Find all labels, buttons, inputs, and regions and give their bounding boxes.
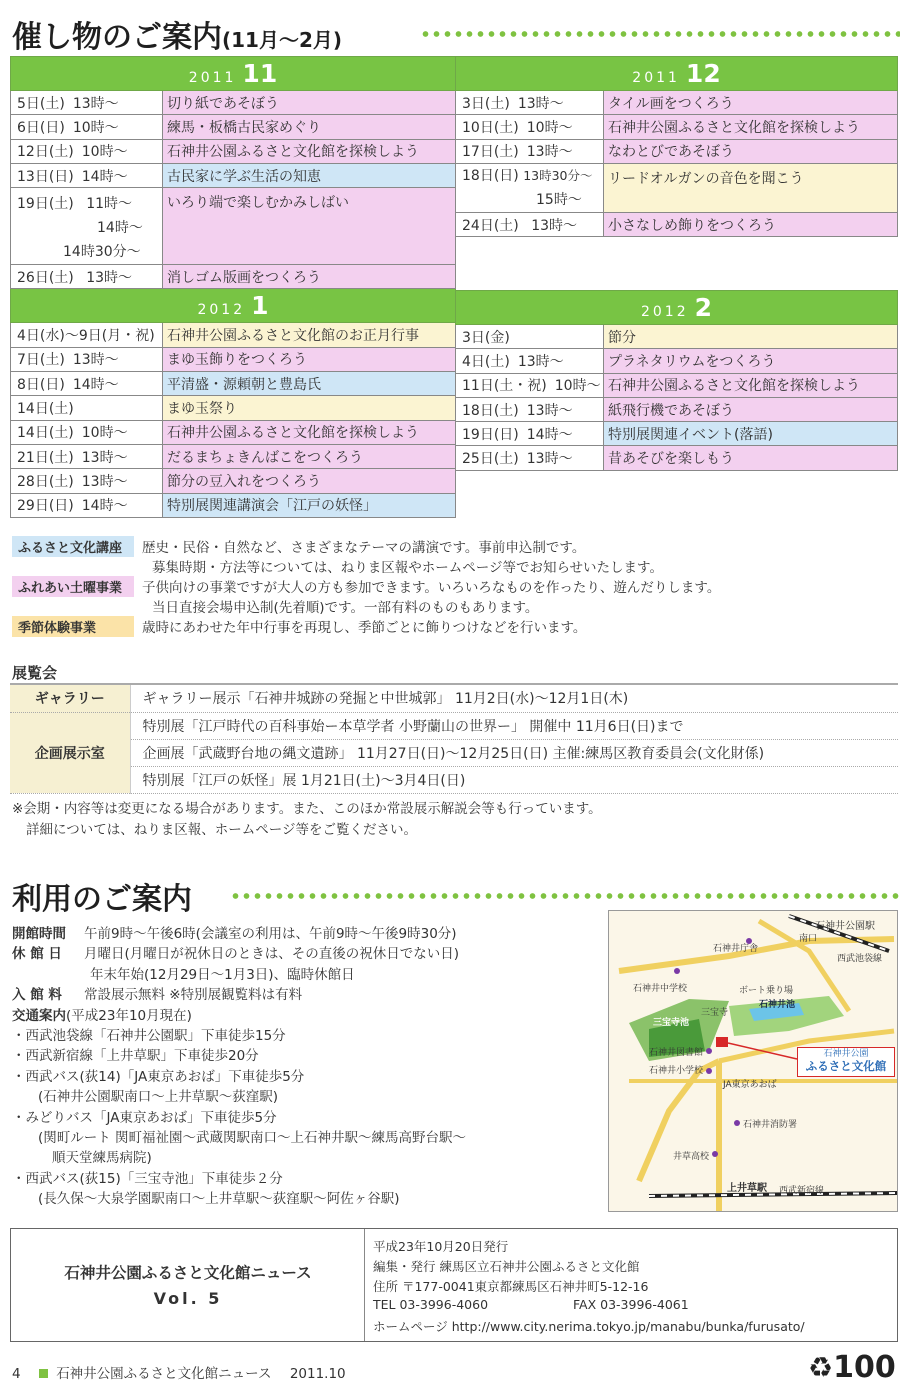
hours-text: 午前9時〜午後6時(会議室の利用は、午前9時〜午後9時30分) [84,926,457,942]
event-time: 14時〜 [81,168,128,185]
map-label: 石神井池 [759,1000,796,1010]
events-title [12,12,342,56]
event-time: 15時〜 [536,191,582,208]
event-date [456,139,604,163]
access-item: (石神井公園駅南口〜上井草駅〜荻窪駅) [38,1089,279,1106]
access-item: ・西武新宿線「上井草駅」下車徒歩20分 [12,1048,259,1065]
event-day: 19日(土) [17,196,74,213]
map-label: 石神井中学校 [633,984,688,994]
event-date [11,372,163,396]
publication-box [10,1228,898,1342]
event-date [456,422,604,446]
event-day: 17日(土) [462,144,519,161]
map-label: 石神井庁舎 [713,944,759,954]
event-title: なわとびであそぼう [604,139,898,163]
season-tag: 季節体験事業 [12,616,134,637]
closed-text: 月曜日(月曜日が祝休日のときは、その直後の祝休日でない日) [84,946,460,963]
map-label: 三宝寺 [701,1008,729,1018]
event-time: 14時〜 [97,220,143,237]
event-date [11,347,163,371]
event-day: 29日(日) [17,498,74,515]
event-date [456,373,604,397]
event-date [11,188,163,265]
address: 住所 〒177-0041東京都練馬区石神井町5-12-16 [373,1279,649,1294]
recycle-icon: ♻ [808,1351,834,1384]
fee-label: 入 館 料 [12,987,62,1004]
saturday-text: 当日直接会場申込制(先着順)です。一部有料のものもあります。 [152,600,539,616]
volume: Vol. 5 [153,1289,223,1308]
dotted-rule [420,30,900,38]
event-time: 13時〜 [526,144,573,161]
event-title: まゆ玉祭り [163,396,456,420]
calendar-right-feb [455,290,898,471]
event-day: 19日(日) [462,426,519,443]
access-map [608,910,898,1212]
event-row [11,323,456,347]
access-label: 交通案内 [12,1007,66,1024]
event-time: 10時〜 [81,425,128,442]
map-museum-big: ふるさと文化館 [805,1059,887,1073]
dotted-rule [230,892,900,900]
event-time: 13時30分〜 [523,167,593,183]
event-day: 8日(日) [17,376,65,393]
event-title: 紙飛行機であそぼう [604,397,898,421]
map-label: 石神井消防署 [743,1120,798,1130]
event-title: 節分の豆入れをつくろう [163,469,456,493]
event-date [11,139,163,163]
map-station: 石神井公園駅 [815,921,875,932]
event-date [11,91,163,115]
event-day: 6日(日) [17,119,65,136]
homepage-link[interactable]: ホームページ http://www.city.nerima.tokyo.jp/manabu/bunka/furusato/ [373,1319,805,1334]
event-title: 小さなしめ飾りをつくろう [604,212,898,236]
event-title: プラネタリウムをつくろう [604,349,898,373]
event-row [11,139,456,163]
event-row [456,163,898,212]
month-header-nov [11,57,456,91]
map-station: 上井草駅 [727,1183,767,1194]
event-day: 21日(土) [17,449,74,466]
access-date: (平成23年10月現在) [66,1007,192,1024]
event-date [11,444,163,468]
event-row [11,372,456,396]
footer-date: 2011.10 [289,1366,346,1382]
event-time: 13時〜 [517,353,564,370]
event-row [11,115,456,139]
event-date [456,349,604,373]
event-day: 18日(土) [462,402,519,419]
access-item: (関町ルート 関町福祉園〜武蔵関駅南口〜上石神井駅〜練馬高野台駅〜 [38,1130,467,1147]
map-label: 井草高校 [673,1152,710,1162]
event-day: 4日(水)〜9日(月・祝) [17,328,155,345]
event-date [456,212,604,236]
event-time: 10時〜 [554,378,601,395]
event-title: だるまちょきんばこをつくろう [163,444,456,468]
event-title: 練馬・板橋古民家めぐり [163,115,456,139]
event-title: 消しゴム版画をつくろう [163,265,456,289]
event-date [11,469,163,493]
map-label: 西武新宿線 [779,1186,825,1196]
exhibitions-heading: 展覧会 [12,664,58,682]
legend-saturday [12,576,720,597]
event-title: タイル画をつくろう [604,91,898,115]
event-title: 節分 [604,325,898,349]
event-day: 12日(土) [17,144,74,161]
event-row [11,91,456,115]
event-title: リードオルガンの音色を聞こう [604,163,898,212]
saturday-tag: ふれあい土曜事業 [12,576,134,597]
event-title: 特別展関連講演会「江戸の妖怪」 [163,493,456,517]
event-title: 平清盛・源頼朝と豊島氏 [163,372,456,396]
lecture-tag: ふるさと文化講座 [12,536,134,557]
event-row [456,446,898,470]
year-label: 2012 [640,304,689,320]
event-day: 18日(日) [462,167,519,184]
gallery-text: ギャラリー展示「石神井城跡の発掘と中世城郭」 11月2日(水)〜12月1日(木) [130,685,898,712]
event-date [11,115,163,139]
access-item: ・西武バス(荻14)「JA東京あおば」下車徒歩5分 [12,1068,305,1085]
event-title: 石神井公園ふるさと文化館を探検しよう [604,115,898,139]
calendar-right-dec [455,56,898,237]
issue-date: 平成23年10月20日発行 [373,1239,509,1254]
event-title: 石神井公園ふるさと文化館を探検しよう [604,373,898,397]
month-header-dec [456,57,898,91]
events-title-text: 催し物のご案内 [12,20,222,55]
event-time: 14時〜 [81,498,128,515]
event-row [11,469,456,493]
event-row [456,212,898,236]
event-row [11,163,456,187]
event-time: 13時〜 [86,269,133,286]
usage-title-text: 利用のご案内 [12,882,192,917]
event-day: 24日(土) [462,217,519,234]
event-time: 10時〜 [526,119,573,136]
telephone: TEL 03-3996-4060 [373,1297,489,1312]
event-row [456,422,898,446]
season-text: 歳時にあわせた年中行事を再現し、季節ごとに飾りつけなどを行います。 [142,620,587,636]
gallery-label: ギャラリー [10,685,130,712]
event-time: 10時〜 [72,119,119,136]
events-period: (11月〜2月) [222,28,343,52]
event-row [11,420,456,444]
event-time: 13時〜 [81,473,128,490]
lecture-text: 募集時期・方法等については、ねりま区報やホームページ等でお知らせいたします。 [152,560,663,576]
map-label: 西武池袋線 [837,954,883,964]
event-title: 石神井公園ふるさと文化館を探検しよう [163,139,456,163]
event-title: まゆ玉飾りをつくろう [163,347,456,371]
month-header-jan [11,289,456,323]
event-day: 3日(金) [462,329,510,346]
event-day: 26日(土) [17,269,74,286]
month-label: 12 [685,59,721,88]
event-title: 切り紙であそぼう [163,91,456,115]
access-item: ・西武池袋線「石神井公園駅」下車徒歩15分 [12,1028,286,1045]
event-row [456,91,898,115]
event-time: 10時〜 [81,144,128,161]
fax: FAX 03-3996-4061 [573,1297,689,1312]
event-date [456,325,604,349]
page-number: 4 [12,1366,21,1382]
event-time: 13時〜 [526,402,573,419]
year-label: 2011 [188,70,237,86]
event-time: 13時〜 [517,95,564,112]
footer-news-title: 石神井公園ふるさと文化館ニュース [56,1366,272,1382]
usage-info [12,924,602,1210]
saturday-text: 子供向けの事業ですが大人の方も参加できます。いろいろなものを作ったり、遊んだりします。 [142,580,721,596]
event-row [456,373,898,397]
event-day: 10日(土) [462,119,519,136]
access-item: ・西武バス(荻15)「三宝寺池」下車徒歩２分 [12,1170,283,1187]
month-label: 2 [694,293,713,322]
event-day: 11日(土・祝) [462,378,547,395]
event-row [11,347,456,371]
event-date [456,446,604,470]
year-label: 2011 [632,70,680,86]
usage-title [12,874,192,918]
event-time: 14時30分〜 [63,244,141,261]
event-date [456,91,604,115]
page-footer [12,1362,346,1382]
month-label: 11 [242,59,278,88]
event-row [456,397,898,421]
calendar-left [10,56,456,518]
event-date [11,323,163,347]
event-row [11,493,456,517]
legend-lecture [12,536,585,557]
event-row [456,349,898,373]
planning-text: 特別展「江戸の妖怪」展 1月21日(土)〜3月4日(日) [130,766,898,793]
exhibition-note: 詳細については、ねりま区報、ホームページ等をご覧ください。 [26,822,417,838]
event-time: 11時〜 [86,196,133,213]
event-day: 7日(土) [17,352,65,369]
event-row [11,396,456,420]
event-date [11,493,163,517]
access-item: 順天堂練馬病院) [52,1150,152,1167]
map-label: JA東京あおば [723,1080,777,1090]
closed-label: 休 館 日 [12,946,62,963]
event-time: 13時〜 [72,95,119,112]
lecture-text: 歴史・民俗・自然など、さまざまなテーマの講演です。事前申込制です。 [142,540,586,556]
event-row [456,325,898,349]
event-date [11,163,163,187]
event-time: 13時〜 [72,352,119,369]
access-item: (長久保〜大泉学園駅南口〜上井草駅〜荻窪駅〜阿佐ヶ谷駅) [38,1191,400,1208]
fee-text: 常設展示無料 ※特別展観覧料は有料 [84,987,303,1004]
map-label: 石神井小学校 [649,1066,704,1076]
event-row [11,265,456,289]
event-day: 25日(土) [462,451,519,468]
map-label: ボート乗り場 [739,986,794,996]
event-row [11,444,456,468]
event-title: 昔あそびを楽しもう [604,446,898,470]
planning-text: 企画展「武蔵野台地の縄文遺跡」 11月27日(日)〜12月25日(日) 主催:練馬区教育委員会(文化財係) [130,739,898,766]
event-title: 石神井公園ふるさと文化館のお正月行事 [163,323,456,347]
exhibition-note: ※会期・内容等は変更になる場合があります。また、このほか常設展示解説会等も行っています。 [12,801,602,817]
event-date [456,397,604,421]
event-time: 13時〜 [526,451,573,468]
event-time: 13時〜 [531,217,578,234]
planning-label: 企画展示室 [10,712,130,793]
event-row [456,139,898,163]
exhibitions-table [10,685,898,794]
legend-season [12,616,586,637]
event-time: 14時〜 [72,376,119,393]
event-title: いろり端で楽しむかみしばい [163,188,456,265]
event-day: 14日(土) [17,425,74,442]
event-title: 特別展関連イベント(落語) [604,422,898,446]
event-day: 4日(土) [462,353,510,370]
event-title: 石神井公園ふるさと文化館を探検しよう [163,420,456,444]
access-item: ・みどりバス「JA東京あおば」下車徒歩5分 [12,1109,277,1126]
event-day: 5日(土) [17,95,65,112]
map-museum-small: 石神井公園 [823,1049,869,1059]
map-museum-box [797,1047,895,1077]
event-date [11,396,163,420]
closed-text: 年末年始(12月29日〜1月3日)、臨時休館日 [90,966,355,983]
event-row [456,115,898,139]
month-label: 1 [251,291,269,321]
map-label: 三宝寺池 [653,1018,690,1028]
event-date [456,115,604,139]
editor: 編集・発行 練馬区立石神井公園ふるさと文化館 [373,1259,640,1274]
event-date [456,163,604,212]
event-day: 13日(日) [17,168,74,185]
event-day: 14日(土) [17,401,74,418]
event-day: 28日(土) [17,473,74,490]
recycle-mark [808,1350,896,1385]
recycle-percent: 100 [833,1350,896,1385]
event-date [11,265,163,289]
event-row [11,188,456,265]
event-time: 13時〜 [81,449,128,466]
year-label: 2012 [197,302,246,319]
event-date [11,420,163,444]
hours-label: 開館時間 [12,926,66,942]
news-title-block [11,1229,365,1341]
event-day: 3日(土) [462,95,510,112]
month-header-feb [456,291,898,325]
green-square-icon [39,1369,48,1378]
planning-text: 特別展「江戸時代の百科事始ー本草学者 小野蘭山の世界ー」 開催中 11月6日(日)まで [130,712,898,739]
news-title: 石神井公園ふるさと文化館ニュース [64,1264,312,1282]
event-time: 14時〜 [526,426,573,443]
map-label: 石神井図書館 [649,1048,704,1058]
map-label: 南口 [799,934,818,944]
event-title: 古民家に学ぶ生活の知恵 [163,163,456,187]
